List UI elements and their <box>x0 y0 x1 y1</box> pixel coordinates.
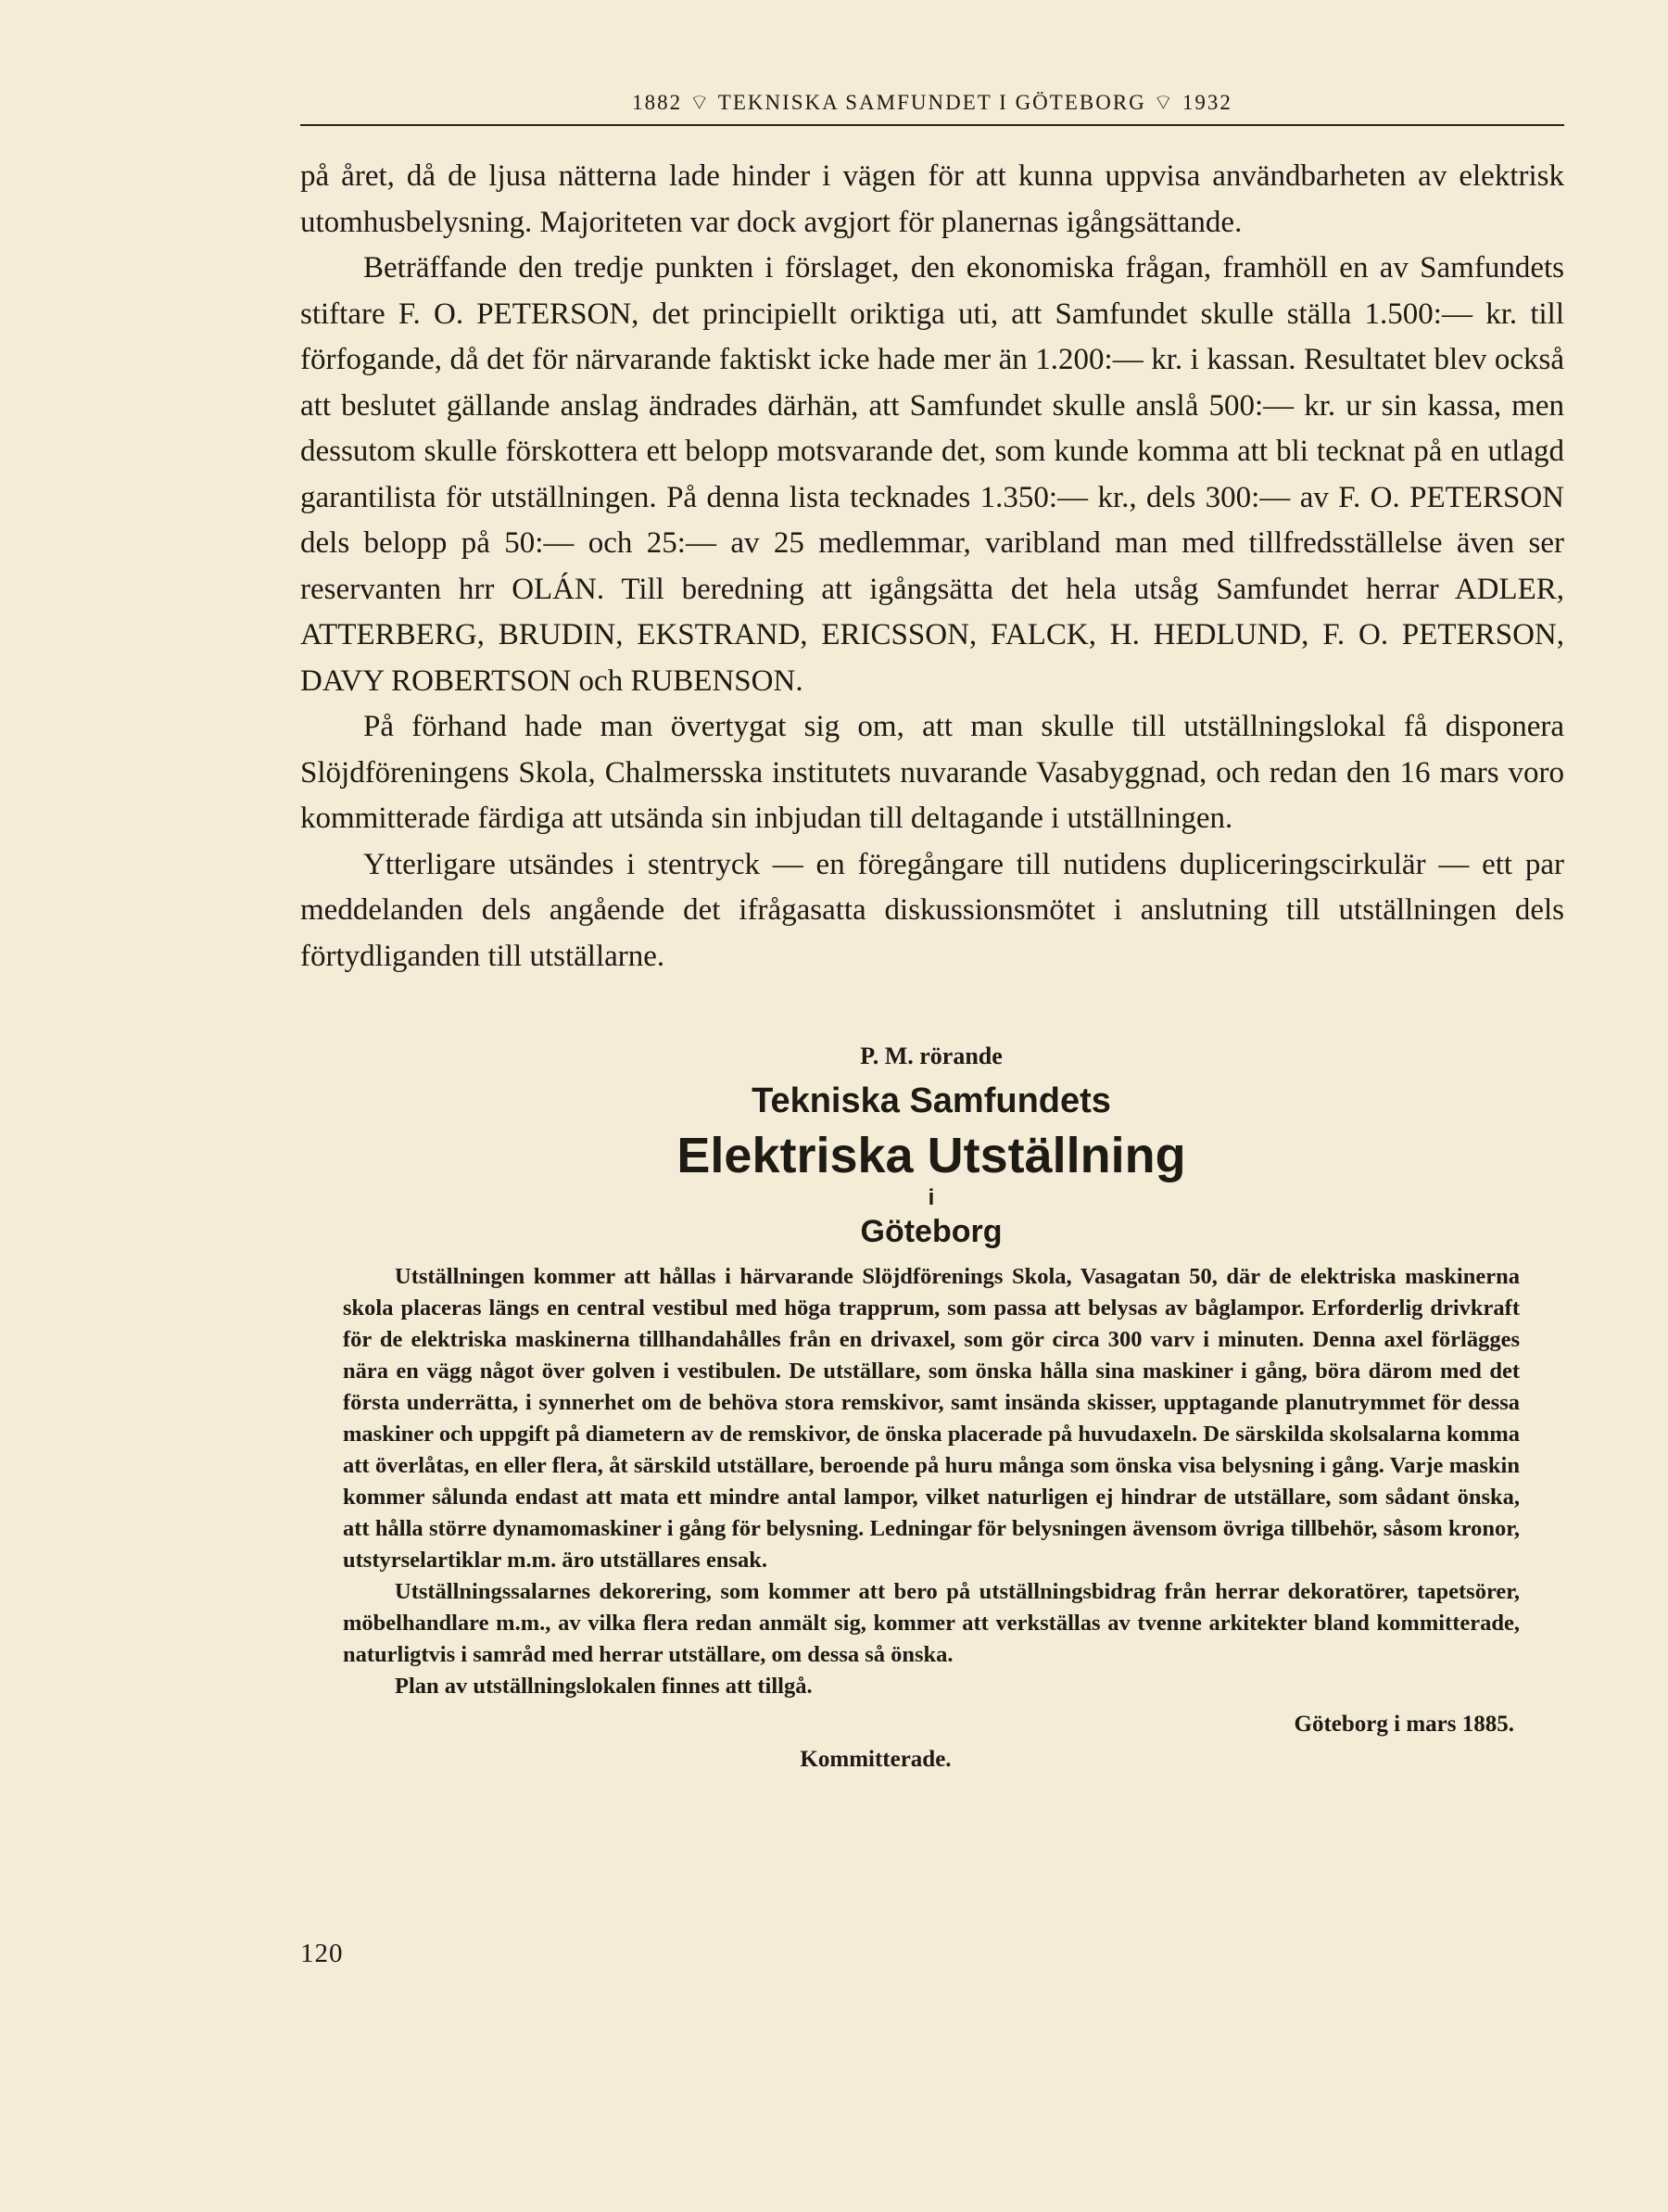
body-paragraph: på året, då de ljusa nätterna lade hinder i vägen för att kunna uppvisa användbarheten av elektrisk utomhusbelysning. Majoriteten var dock avgjort för planernas igångsättande. <box>300 159 1564 239</box>
header-rule <box>300 124 1564 126</box>
body-paragraph: Beträffande den tredje punkten i förslaget, den ekonomiska frågan, framhöll en av Samfundets stiftare F. O. PETERSON, det principiellt oriktiga uti, att Samfundet skulle ställa 1.500:— kr. till förfogande, då det för närvarande faktiskt icke hade mer än 1.200:— kr. i kassan. Resultatet blev också att beslutet gällande anslag ändrades därhän, att Samfundet skulle anslå 500:— kr. ur sin kassa, men dessutom skulle förskottera ett belopp motsvarande det, som kunde komma att bli tecknat på en utlagd garantilista för utställningen. På denna lista tecknades 1.350:— kr., dels 300:— av F. O. PETERSON dels belopp på 50:— och 25:— av 25 medlemmar, varibland man med tillfredsställelse även ser reservanten hrr OLÁN. Till beredning att igångsätta det hela utsåg Samfundet herrar ADLER, ATTERBERG, BRUDIN, EKSTRAND, ERICSSON, FALCK, H. HEDLUND, F. O. PETERSON, DAVY ROBERTSON och RUBENSON. <box>300 251 1564 698</box>
notice-signature: Kommitterade. <box>800 1747 952 1772</box>
notice-place-date: Göteborg i mars 1885. <box>1294 1712 1514 1737</box>
reproduced-notice <box>343 1033 1520 1773</box>
notice-paragraph: Utställningssalarnes dekorering, som kommer att bero på utställningsbidrag från herrar dekoratörer, tapetsörer, möbelhandlare m.m., av vilka flera redan anmält sig, kommer att verkställas av tvenne arkitekter bland kommitterade, naturligtvis i samråd med herrar utställare, om dessa så önska. <box>343 1579 1520 1667</box>
notice-pm-line: P. M. rörande <box>860 1043 1003 1069</box>
notice-title-line1: Tekniska Samfundets <box>752 1081 1111 1120</box>
notice-paragraph: Plan av utställningslokalen finnes att tillgå. <box>395 1674 813 1699</box>
notice-title-line2: Elektriska Utställning <box>676 1128 1186 1183</box>
body-paragraph: Ytterligare utsändes i stentryck — en föregångare till nutidens dupliceringscirkulär — ett par meddelanden dels angående det ifrågasatta diskussionsmötet i anslutning till utställningen dels förtydliganden till utställarne. <box>300 847 1564 973</box>
body-paragraph: På förhand hade man övertygat sig om, att man skulle till utställningslokal få disponera Slöjdföreningens Skola, Chalmersska institutets nuvarande Vasabyggnad, och redan den 16 mars voro kommitterade färdiga att utsända sin inbjudan till deltagande i utställningen. <box>300 710 1564 835</box>
running-header: 1882 ⌔ TEKNISKA SAMFUNDET I GÖTEBORG ⌔ 1932 <box>632 91 1232 114</box>
notice-title-i: i <box>928 1185 935 1210</box>
notice-paragraph: Utställningen kommer att hållas i härvarande Slöjdförenings Skola, Vasagatan 50, där de elektriska maskinerna skola placeras längs en central vestibul med höga trapprum, som passa att belysas av båglampor. Erforderlig drivkraft för de elektriska maskinerna tillhandahålles från en drivaxel, som gör circa 300 varv i minuten. Denna axel förlägges nära en vägg något över golven i vestibulen. De utställare, som önska hålla sina maskiner i gång, böra därom med det första underrätta, i synnerhet om de behöva stora remskivor, samt insända skisser, upptagande planutrymmet för dessa maskiner och uppgift på diametern av de remskivor, de önska placerade på huvudaxeln. De särskilda skolsalarna komma att överlåtas, en eller flera, åt särskild utställare, beroende på huru många som önska visa belysning i gång. Varje maskin kommer sålunda endast att mata ett mindre antal lampor, vilket naturligen ej hindrar de utställare, som sådant önska, att hålla större dynamomaskiner i gång för belysning. Ledningar för belysningen ävensom övriga tillbehör, såsom kronor, utstyrselartiklar m.m. äro utställares ensak. <box>343 1264 1520 1573</box>
page-number: 120 <box>300 1939 344 1968</box>
notice-title-line3: Göteborg <box>860 1214 1003 1249</box>
body-text <box>300 154 1564 980</box>
